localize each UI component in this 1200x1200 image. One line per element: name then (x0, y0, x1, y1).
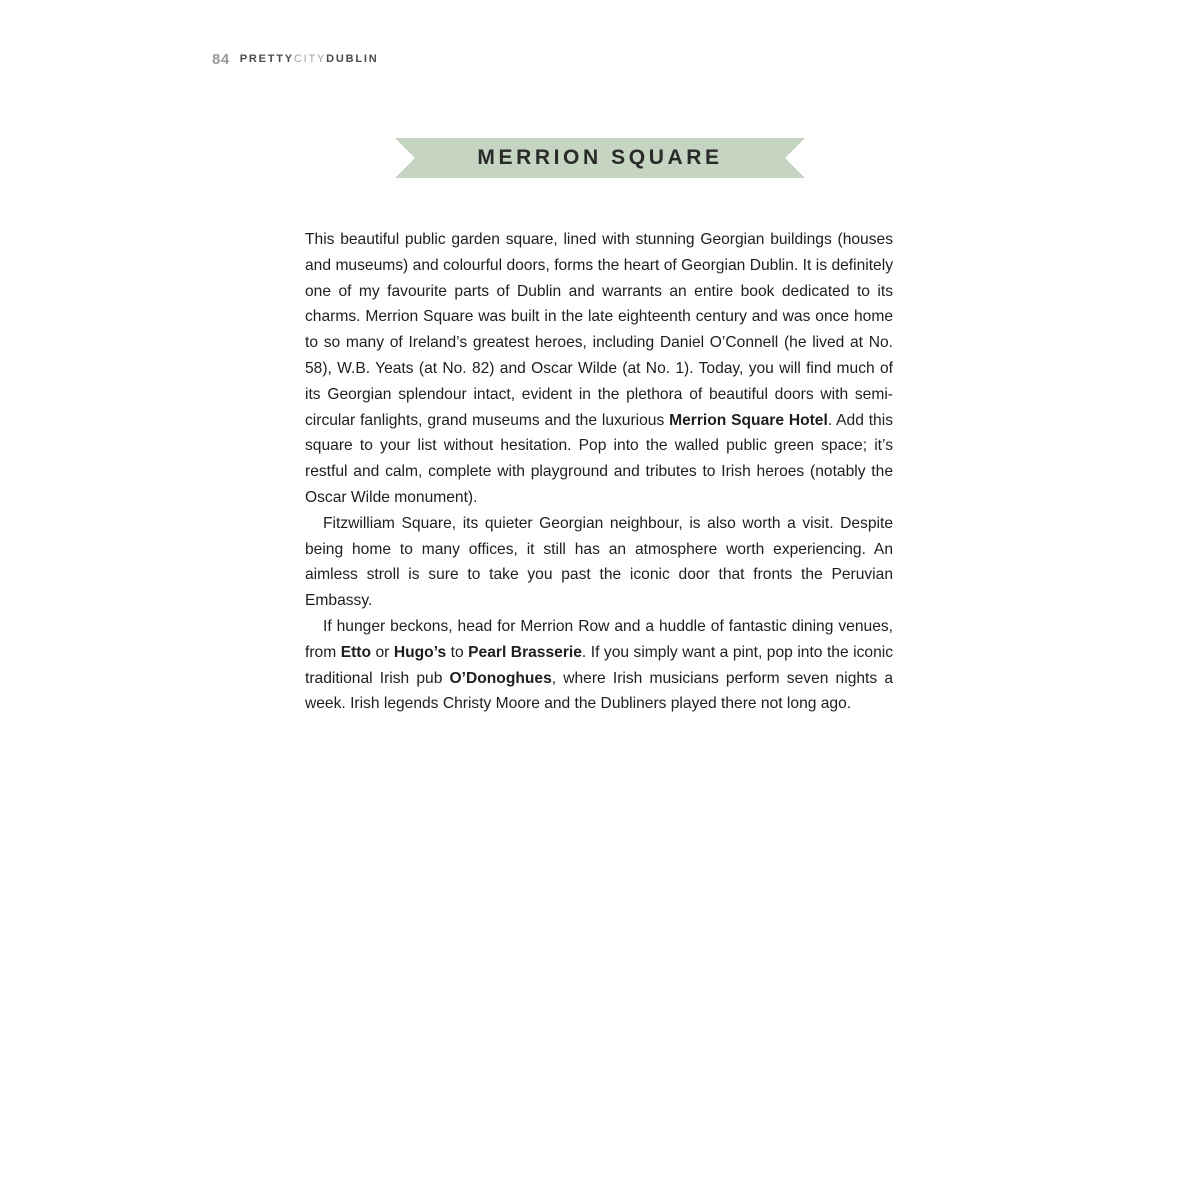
paragraph-text: , where Irish musicians perform seven nights a week. Irish legends Christy Moore and the Dubliners played there not long ago. (305, 669, 893, 713)
venue-name-bold: Etto (340, 643, 371, 661)
section-title: MERRION SQUARE (477, 146, 723, 169)
book-title (240, 53, 379, 65)
paragraph-text: This beautiful public garden square, lined with stunning Georgian buildings (houses and museums) and colourful doors, forms the heart of Georgian Dublin. It is definitely one of my favourite parts of Dublin and warrants an entire book dedicated to its charms. Merrion Square was built in the late eighteenth century and was once home to so many of Ireland’s greatest heroes, including Daniel O’Connell (he lived at No. 58), W.B. Yeats (at No. 82) and Oscar Wilde (at No. 1). Today, you will find much of its Georgian splendour intact, evident in the plethora of beautiful doors with semi-circular fanlights, grand museums and the luxurious (305, 231, 893, 429)
paragraph-text: If hunger beckons, head for Merrion Row and a huddle of fantastic dining venues, from (305, 617, 893, 661)
book-title-dublin: DUBLIN (326, 53, 379, 65)
venue-name-bold: Merrion Square Hotel (669, 411, 828, 429)
paragraph-dining (305, 614, 893, 717)
book-title-city: CITY (293, 53, 327, 65)
section-title-banner (395, 138, 805, 178)
paragraph-merrion-square (305, 227, 893, 511)
paragraph-fitzwilliam-square (305, 511, 893, 614)
paragraph-text: Fitzwilliam Square, its quieter Georgian neighbour, is also worth a visit. Despite being home to many offices, it still has an atmosphere worth experiencing. An aimless stroll is sure to take you past the iconic door that fronts the Peruvian Embassy. (305, 514, 893, 610)
running-header (212, 49, 379, 69)
paragraph-text: . Add this square to your list without hesitation. Pop into the walled public green space; it’s restful and calm, complete with playground and tributes to Irish heroes (notably the Oscar Wilde monument). (305, 411, 893, 506)
paragraph-text: or (371, 643, 394, 661)
page-number: 84 (212, 50, 230, 68)
paragraph-text: to (446, 643, 469, 661)
paragraph-text: . If you simply want a pint, pop into the iconic traditional Irish pub (305, 643, 894, 687)
venue-name-bold: Hugo’s (393, 643, 447, 661)
body-copy (305, 227, 893, 717)
venue-name-bold: O’Donoghues (449, 669, 552, 687)
book-title-pretty: PRETTY (239, 53, 294, 65)
venue-name-bold: Pearl Brasserie (468, 643, 582, 661)
